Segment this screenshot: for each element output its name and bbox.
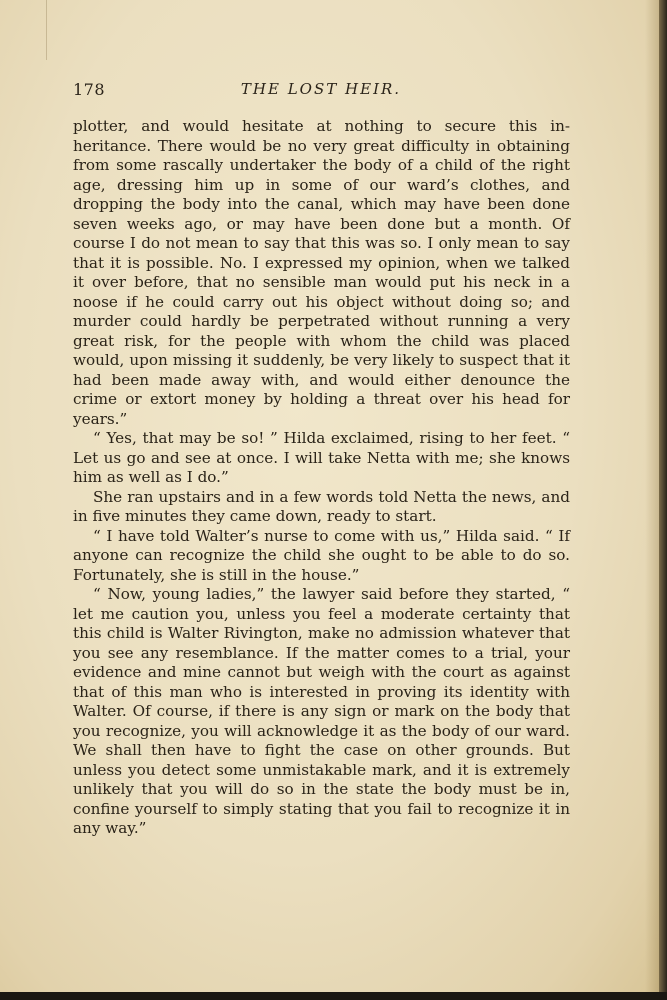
page-header <box>73 80 569 102</box>
running-title: THE LOST HEIR. <box>240 80 402 98</box>
paragraph-5: “ Now, young ladies,” the lawyer said before they started, “ let me caution you, unless you feel a moderate certainty that this child is Walter Rivington, make no admission whatever that you see any resemblance. If the matter comes to a trial, your evidence and mine cannot but weigh with the court as against that of this man who is interested in proving its identity with Walter. Of course, if there is any sign or mark on the body that you recognize, you will acknowledge it as the body of our ward. We shall then have to fight the case on other grounds. But unless you detect some unmistakable mark, and it is extremely unlikely that you will do so in the state the body must be in, confine yourself to simply stating that you fail to recognize it in any way.” <box>73 585 570 837</box>
page-edge-shadow <box>659 0 667 1000</box>
scan-bottom-edge <box>0 992 667 1000</box>
paragraph-4: “ I have told Walter’s nurse to come with us,” Hilda said. “ If anyone can recognize the child she ought to be able to do so. Fortunately, she is still in the house.” <box>73 526 570 584</box>
body-text <box>73 117 570 839</box>
paragraph-2: “ Yes, that may be so! ” Hilda exclaimed, rising to her feet. “ Let us go and see at once. I will take Netta with me; she knows him as well as I do.” <box>73 429 570 486</box>
paragraph-3: She ran upstairs and in a few words told Netta the news, and in five minutes they came down, ready to start. <box>73 487 570 525</box>
paragraph-1: plotter, and would hesitate at nothing to secure this inheritance. There would be no very great difficulty in obtaining from some rascally undertaker the body of a child of the right age, dressing him up in some of our ward’s clothes, and dropping the body into the canal, which may have been done seven weeks ago, or may have been done but a month. Of course I do not mean to say that this was so. I only mean to say that it is possible. No. I expressed my opinion, when we talked it over before, that no sensible man would put his neck in a noose if he could carry out his object without doing so; and murder could hardly be perpetrated without running a very great risk, for the people with whom the child was placed would, upon missing it suddenly, be very likely to suspect that it had been made away with, and would either denounce the crime or extort money by holding a threat over his head for years.” <box>73 117 570 428</box>
page-margin-rule <box>46 0 47 60</box>
page-number: 178 <box>73 80 106 99</box>
